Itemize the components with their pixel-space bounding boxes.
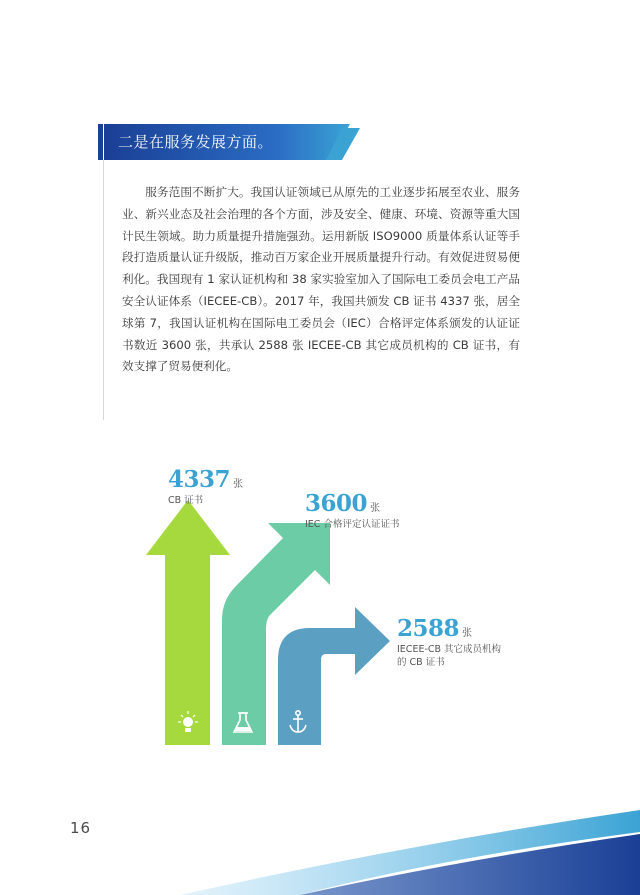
stat-value: 4337: [168, 466, 231, 493]
stat-description: CB 证书: [168, 495, 204, 506]
stat-unit: 张: [462, 628, 473, 639]
stat-unit: 张: [370, 503, 381, 514]
body-paragraph: 服务范围不断扩大。我国认证领域已从原先的工业逐步拓展至农业、服务业、新兴业态及社会治理的各个方面，涉及安全、健康、环境、资源等重大国计民生领域。助力质量提升措施强劲。运用新版 ISO9000 质量体系认证等手段打造质量认证升级版，推动百万家企业开展质量提升行动。有效促进贸易便利化。我国现有 1 家认证机构和 38 家实验室加入了国际电工委员会电工产品安全认证体系（IECEE-CB）。2017 年，我国共颁发 CB 证书 4337 张，居全球第 7，我国认证机构在国际电工委员会（IEC）合格评定体系颁发的认证证书数近 3600 张，共承认 2588 张 IECEE-CB 其它成员机构的 CB 证书，有效支撑了贸易便利化。: [122, 185, 520, 374]
page-number: 16: [70, 819, 92, 837]
section-title: 二是在服务发展方面。: [118, 133, 274, 151]
stat-value: 3600: [305, 490, 368, 517]
stat-description-line2: 的 CB 证书: [397, 657, 445, 668]
stat-unit: 张: [233, 479, 244, 490]
stat-description-line1: IECEE-CB 其它成员机构: [397, 644, 502, 655]
stat-value: 2588: [397, 615, 460, 642]
stat-description: IEC 合格评定认证证书: [305, 519, 400, 530]
